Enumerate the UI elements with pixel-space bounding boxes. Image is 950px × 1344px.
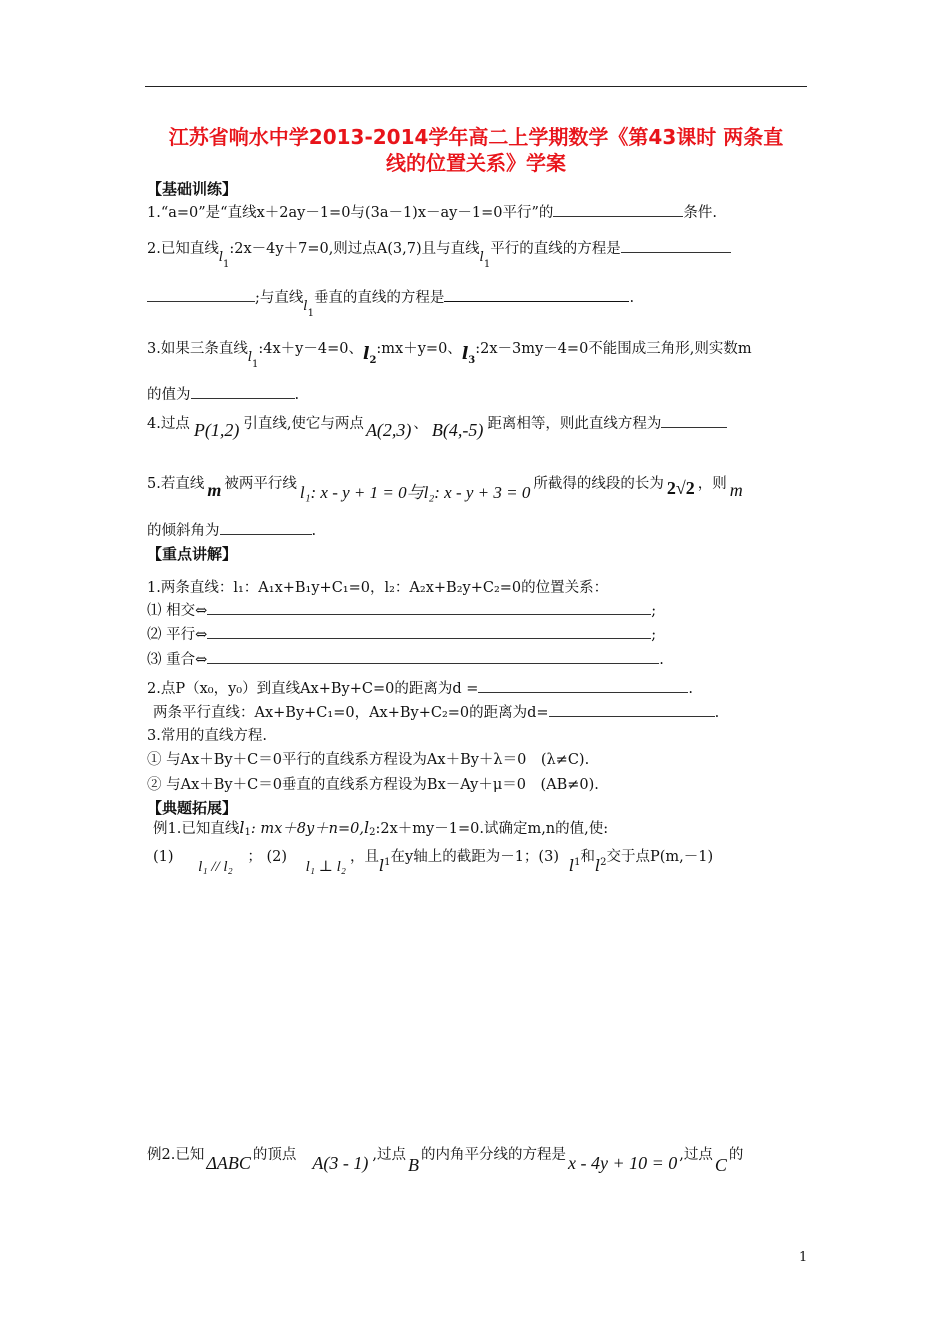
e2-point-c: C: [714, 1155, 727, 1175]
q2-l1: l: [218, 250, 224, 265]
e1-parallel: l₁ // l₂: [198, 859, 233, 875]
key-3b: ② 与Ax＋By＋C＝0垂直的直线系方程设为Bx－Ay＋μ＝0 (AB≠0).: [147, 777, 599, 793]
q5-length: 2√2: [666, 478, 695, 498]
q2-blank-2: [147, 287, 255, 302]
q5-pre: 5.若直线: [147, 476, 205, 492]
q4-pre: 4.过点: [147, 416, 190, 432]
q2-pre: 2.已知直线: [147, 241, 219, 257]
q4-point-b: B(4,-5): [431, 420, 484, 440]
q4-point-p: P(1,2): [193, 420, 240, 440]
key-2: [147, 678, 693, 699]
q1-tail: 条件.: [683, 205, 717, 221]
k2-text: 2.点P（x₀，y₀）到直线Ax+By+C=0的距离为d =: [147, 681, 479, 697]
header-rule: [145, 86, 807, 87]
q2-end: .: [629, 290, 635, 306]
k1a-blank: [207, 600, 651, 615]
q5-mid: 被两平行线: [224, 476, 297, 492]
e1-l1-sub-c: 1: [574, 857, 581, 868]
e2-e: 的: [728, 1147, 744, 1163]
e2-b: ,过点: [372, 1147, 406, 1163]
q1-text: 1.“a=0”是“直线x＋2ay－1=0与(3a－1)x－ay－1=0平行”的: [147, 205, 554, 221]
q4-point-a: A(2,3): [365, 420, 412, 440]
q4-blank: [661, 413, 727, 428]
q2-blank-1: [621, 238, 731, 253]
q5-tail: 所截得的线段的长为: [533, 476, 664, 492]
q2-l1-sub-b: 1: [483, 259, 491, 270]
e2-triangle: ΔABC: [206, 1153, 251, 1173]
e2-point-a: A(3 - 1): [312, 1153, 369, 1173]
q4-tail: 距离相等，则此直线方程为: [487, 416, 662, 432]
e1-pre: 例1.已知直线: [153, 821, 240, 837]
key-3a: ① 与Ax＋By＋C＝0平行的直线系方程设为Ax＋By＋λ＝0 (λ≠C).: [147, 752, 590, 768]
question-5: [147, 472, 743, 502]
q3-end: .: [294, 387, 300, 403]
q3-c: :2x－3my－4=0不能围成三角形,则实数m: [475, 341, 752, 357]
page-number: 1: [799, 1250, 808, 1265]
key-1: 1.两条直线：l₁：A₁x+B₁y+C₁=0，l₂：A₂x+B₂y+C₂=0的位置关系：: [147, 580, 609, 596]
e1-part2-label: ； (2): [247, 849, 288, 865]
e1-l1-c: l: [568, 856, 575, 875]
e1-part1-label: (1): [153, 849, 174, 865]
k1b-label: ⑵ 平行⇔: [147, 627, 208, 643]
q2-equation: :2x－4y＋7=0,则过点A(3,7)且与直线: [229, 241, 480, 257]
k1a-semi: ;: [651, 603, 657, 619]
q5-line2: 的倾斜角为: [147, 523, 220, 539]
q5-blank: [220, 520, 312, 535]
e1-l2: l: [364, 818, 370, 837]
e1-l2-b: l: [594, 856, 601, 875]
k2-period: .: [688, 681, 693, 697]
q5-parallel-lines: l₁: x - y + 1 = 0与l₂: x - y + 3 = 0: [299, 483, 531, 502]
q4-sep: 、: [413, 416, 428, 432]
question-4: [147, 412, 727, 440]
q5-m-2: m: [729, 480, 743, 500]
q5-then: ，则: [697, 476, 727, 492]
q3-l2: l: [362, 344, 370, 364]
q5-m: m: [207, 480, 222, 500]
q3-pre: 3.如果三条直线: [147, 341, 248, 357]
e1-l1-sub-b: 1: [384, 857, 391, 868]
e2-a: 的顶点: [252, 1147, 297, 1163]
q2-l1-sub: 1: [223, 259, 230, 270]
q3-l3: l: [461, 344, 469, 364]
e1-l2-sub-b: 2: [600, 857, 607, 868]
document-title: [145, 124, 807, 176]
title-line-1: 江苏省响水中学2013-2014学年高二上学期数学《第43课时 两条直: [168, 125, 784, 149]
e2-d: ,过点: [679, 1147, 713, 1163]
q3-b: :mx＋y=0、: [376, 341, 462, 357]
key-1c: [147, 649, 664, 670]
k2b-period: .: [714, 705, 720, 721]
q4-mid: 引直线,使它与两点: [243, 416, 364, 432]
example-1-parts: [153, 846, 714, 875]
q3-l1-sub: 1: [252, 359, 259, 370]
question-3: [147, 338, 752, 370]
q2-l1-sub-c: 1: [307, 308, 314, 319]
q2-line2-mid: ;与直线: [255, 290, 304, 306]
e1-l1-b: l: [379, 856, 385, 875]
q2-mid: 平行的直线的方程是: [490, 241, 621, 257]
e1-intersect: 交于点P(m,－1): [606, 849, 714, 865]
q1-blank: [553, 202, 683, 217]
key-1a: [147, 600, 656, 621]
question-2: [147, 238, 731, 270]
e1-part3-label: 在y轴上的截距为－1；(3): [390, 849, 559, 865]
e1-perpendicular: l₁ ⊥ l₂: [305, 859, 347, 875]
k2b-blank: [549, 702, 715, 717]
k2b-text: 两条平行直线：Ax+By+C₁=0，Ax+By+C₂=0的距离为d=: [153, 705, 549, 721]
q3-l2-sub: 2: [369, 355, 377, 366]
q2-blank-3: [444, 287, 629, 302]
q3-l1: l: [247, 350, 253, 365]
q2-l1-c: l: [303, 299, 308, 314]
key-2b: [153, 702, 719, 723]
title-line-2: 线的位置关系》学案: [386, 151, 566, 175]
question-5-line2: [147, 520, 316, 541]
k1b-blank: [207, 624, 651, 639]
q3-blank: [191, 384, 295, 399]
e2-c: 的内角平分线的方程是: [421, 1147, 566, 1163]
q5-end: .: [311, 523, 317, 539]
k1c-label: ⑶ 重合⇔: [147, 652, 208, 668]
e2-equation: x - 4y + 10 = 0: [568, 1153, 678, 1173]
key-3: 3.常用的直线方程.: [147, 728, 267, 744]
q3-line2: 的值为: [147, 387, 191, 403]
e1-a: : mx＋8y＋n=0,: [250, 821, 365, 837]
section-basic: 【基础训练】: [147, 180, 238, 198]
q2-line2-tail: 垂直的直线的方程是: [313, 290, 445, 306]
q3-a: :4x＋y－4=0、: [258, 341, 363, 357]
section-key: 【重点讲解】: [147, 545, 238, 563]
question-1: [147, 202, 717, 223]
k1c-blank: [207, 649, 659, 664]
e2-pre: 例2.已知: [147, 1147, 205, 1163]
e1-l1: l: [239, 818, 245, 837]
question-3-line2: [147, 384, 299, 405]
e1-and-2: 和: [580, 849, 595, 865]
e1-l1-sub: 1: [244, 827, 251, 838]
q3-l3-sub: 3: [468, 355, 476, 366]
q2-l1-b: l: [479, 250, 484, 265]
example-1: [153, 818, 608, 841]
section-examples: 【典题拓展】: [147, 799, 238, 817]
k1c-period: .: [659, 652, 664, 668]
e2-point-b: B: [408, 1155, 419, 1175]
e1-b: :2x＋my－1=0.试确定m,n的值,使:: [375, 821, 609, 837]
k2-blank: [478, 678, 688, 693]
key-1b: [147, 624, 656, 645]
k1b-semi: ;: [651, 627, 657, 643]
example-2: [147, 1143, 744, 1175]
e1-and: ，且: [350, 849, 380, 865]
e1-l2-sub: 2: [369, 827, 376, 838]
k1a-label: ⑴ 相交⇔: [147, 603, 208, 619]
question-2-line2: [147, 287, 635, 319]
